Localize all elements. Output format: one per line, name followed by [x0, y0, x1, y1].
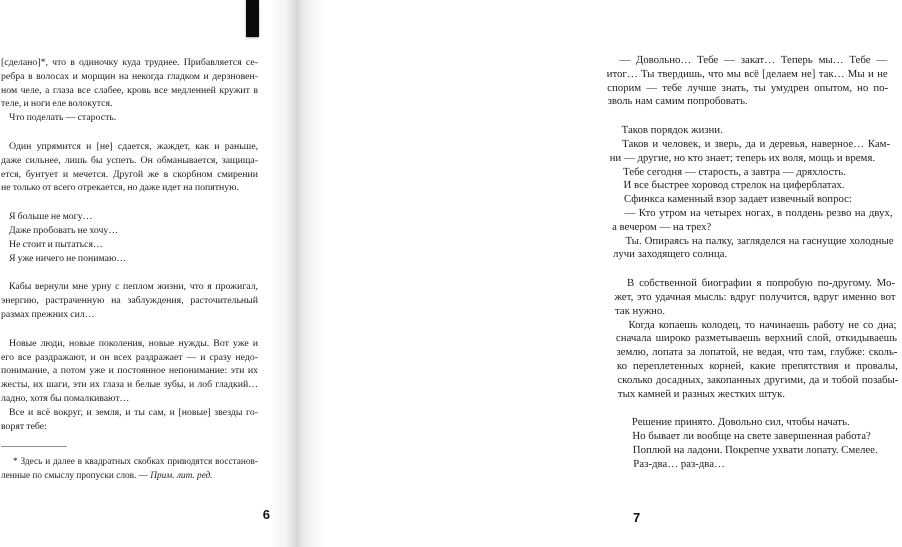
- text-line: а вечером — на трех?: [611, 220, 712, 233]
- page-left-text-block: [1, 56, 258, 433]
- text-line: Но бывает ли вообще на свете завершенная работа?: [632, 430, 872, 443]
- paragraph: [615, 319, 899, 402]
- text-line: [сделано]*, что в одиночку куда труднее. Прибавляется се-: [1, 57, 258, 68]
- page-right-text-block: [606, 54, 902, 472]
- text-line: Раз-два… раз-два…: [633, 457, 726, 470]
- text-line: Что поделать — старость.: [9, 112, 117, 124]
- text-line: Я больше не могу…: [9, 211, 93, 223]
- text-line: Когда копаешь колодец, то начинаешь работу не со дна;: [628, 318, 897, 331]
- bookmark-ribbon: [246, 0, 259, 37]
- paragraph: [1, 210, 258, 224]
- page-number-left: 6: [262, 507, 270, 522]
- text-line: понимание, а потом уже и постоянное непонимание: эти их: [1, 365, 258, 377]
- text-line: ется, бунтует и мечется. Другой же в скорбном смирении: [1, 168, 258, 180]
- text-line: Сфинкса каменный взор задает извечный вопрос:: [623, 193, 853, 206]
- text-line: Таков порядок жизни.: [621, 124, 724, 137]
- footnote-line: [1, 469, 258, 483]
- text-line: итог… Ты твердишь, что мы всё [делаем не] так… Мы и не: [606, 67, 888, 80]
- text-line: Я уже ничего не понимаю…: [9, 252, 127, 264]
- footnote-line: * Здесь и далее в квадратных скобках приводятся восстанов-: [13, 457, 258, 467]
- paragraph: [1, 140, 258, 195]
- text-line: землю, лопата за лопатой, не ведая, что там, глубже: сколь-: [616, 346, 898, 359]
- paragraph: [1, 238, 258, 252]
- text-line: теле, и ноги еле волокутся.: [1, 98, 113, 110]
- text-line: лучи заходящего солнца.: [612, 248, 728, 261]
- paragraph: [620, 458, 901, 472]
- text-line: Новые люди, новые поколения, новые нужды. Вот уже и: [9, 337, 258, 349]
- text-line: ни — другие, но кто знает; теперь их воля, мощь и время.: [609, 151, 876, 164]
- paragraph: [610, 179, 891, 193]
- paragraph: [608, 124, 889, 138]
- page-right: [292, 0, 899, 547]
- paragraph: [1, 252, 258, 266]
- text-line: Один упрямится и [не] сдается, жаждет, как и раньше,: [9, 140, 258, 152]
- text-line: Поплюй на ладони. Покрепче ухвати лопату. Смелее.: [632, 443, 878, 456]
- page-number-right: 7: [633, 510, 641, 525]
- text-line: Ты. Опираясь на палку, загляделся на гаснущие холодные: [625, 234, 894, 247]
- text-line: Даже пробовать не хочу…: [9, 224, 119, 236]
- text-line: ном челе, а глаза все слабее, кровь все медленней кружит в: [1, 84, 258, 96]
- text-line: энергию, растраченную на заблуждения, расточительный: [1, 295, 258, 307]
- footnote: [1, 446, 258, 483]
- footnote-text: ленные по смыслу пропуски слов. —: [1, 471, 151, 481]
- paragraph: [614, 277, 896, 318]
- text-line: И все быстрее хоровод стрелок на циферблатах.: [623, 179, 845, 192]
- paragraph: [609, 138, 891, 166]
- text-line: зволь нам самим попробовать.: [607, 95, 748, 108]
- text-line: Все и всё вокруг, и земля, и ты сам, и [новые] звезды го-: [9, 406, 258, 418]
- text-line: Тебе сегодня — старость, а завтра — дряхлость.: [622, 165, 846, 178]
- text-line: Кабы вернули мне урну с пеплом жизни, что я прожигал,: [9, 281, 258, 293]
- paragraph: [1, 224, 258, 238]
- text-line: даже сильнее, лишь бы успеть. Он обманывается, защища-: [1, 154, 258, 166]
- text-line: Не стоит и пытаться…: [9, 238, 103, 250]
- text-line: его все раздражают, и он всех раздражает — и сразу недо-: [1, 351, 258, 363]
- paragraph: [1, 406, 258, 434]
- text-line: спорим — тебе лучше знать, ты умудрен опытом, но по-: [606, 81, 889, 94]
- text-line: Таков и человек, и зверь, да и деревья, наверное… Кам-: [621, 137, 891, 150]
- paragraph: [606, 54, 889, 109]
- paragraph: [1, 111, 258, 125]
- page-left: [0, 0, 292, 547]
- text-line: ребра в волосах и морщин на некогда гладком и дерзновен-: [1, 70, 258, 82]
- text-line: не только от всего отрекается, но даже идет на попятную.: [1, 182, 239, 194]
- text-line: размах прежних сил…: [1, 308, 95, 320]
- paragraph: [619, 430, 900, 444]
- paragraph: [1, 56, 258, 111]
- text-line: жесты, их шаги, эти их глаза и белые зубы, и лоб гладкий…: [1, 379, 258, 391]
- paragraph: [610, 166, 891, 180]
- paragraph: [620, 444, 901, 458]
- footnote-editor-note: Прим. лит. ред.: [150, 471, 213, 481]
- text-line: сколько досадных, закопанных другими, да и тобой позабы-: [617, 373, 899, 386]
- text-line: тых камней и разных жестких штук.: [617, 387, 786, 400]
- text-line: так нужно.: [614, 304, 666, 317]
- text-line: жет, это удачная мысль: вдруг получится, вдруг именно вот: [614, 290, 896, 303]
- text-line: — Довольно… Тебе — закат… Теперь мы… Тебе —: [619, 54, 888, 66]
- paragraph: [1, 337, 258, 406]
- text-line: В собственной биографии я попробую по-другому. Мо-: [626, 277, 896, 290]
- paragraph: [1, 280, 258, 321]
- paragraph: [612, 235, 894, 263]
- paragraph: [611, 193, 892, 207]
- text-line: ворят тебе:: [1, 420, 47, 432]
- text-line: Решение принято. Довольно сил, чтобы начать.: [631, 416, 850, 429]
- text-line: ладно, хотя бы помалкивают…: [1, 392, 130, 404]
- text-line: сначала широко разметываешь верхний слой, откидываешь: [615, 332, 898, 345]
- text-line: — Кто утром на четырех ногах, в полдень резво на двух,: [624, 206, 893, 219]
- text-line: ко переплетенных корней, какие препятствия и провалы,: [616, 359, 899, 372]
- paragraph: [619, 416, 900, 430]
- paragraph: [611, 207, 893, 235]
- footnote-rule: [1, 446, 67, 447]
